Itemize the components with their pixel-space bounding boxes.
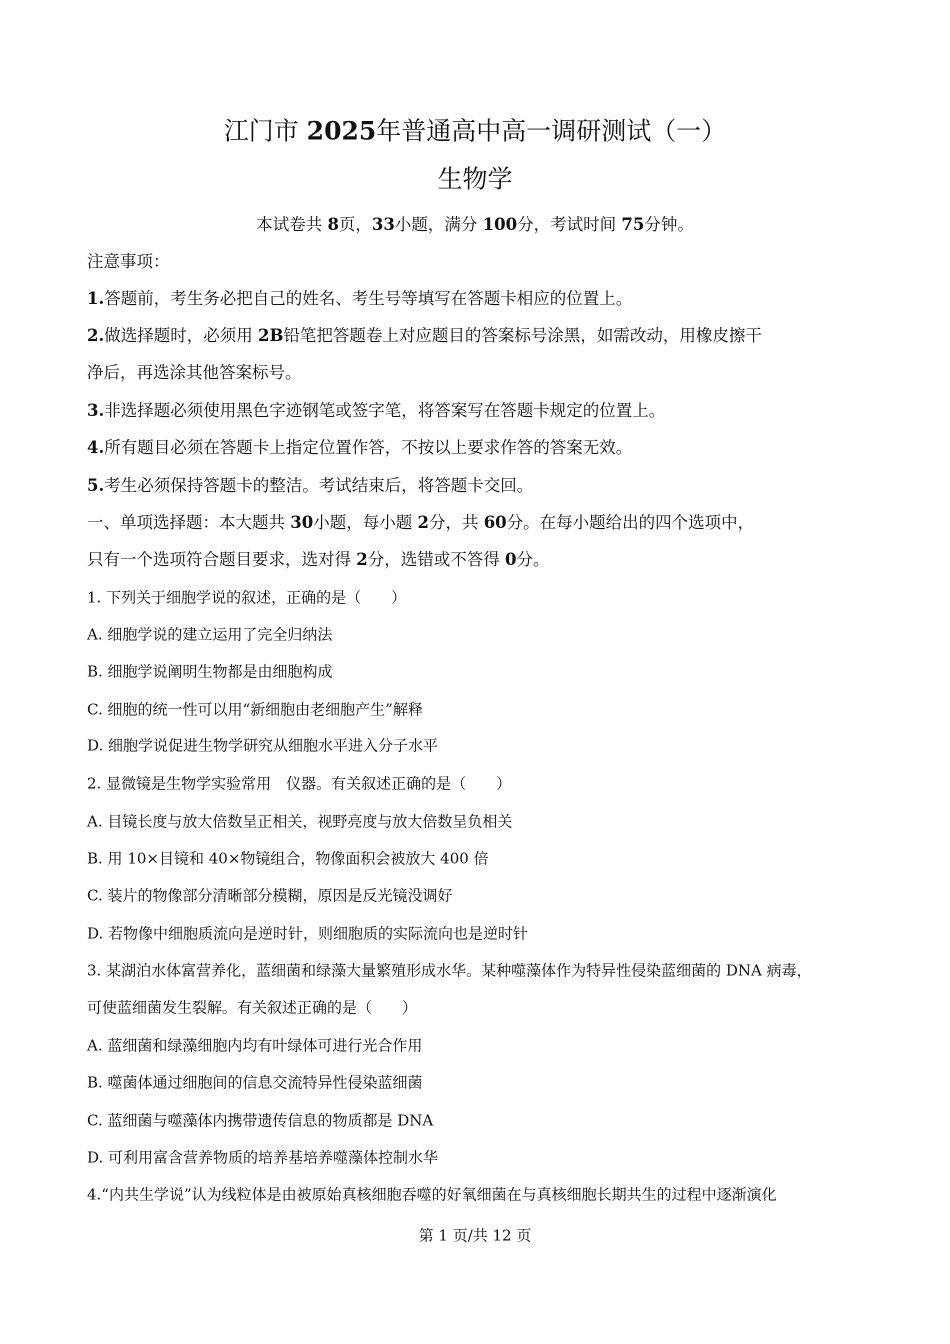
bold-text: 2: [417, 512, 429, 532]
text-segment: D. 细胞学说促进生物学研究从细胞水平进入分子水平: [87, 736, 439, 755]
answer-option: [87, 700, 423, 719]
text-segment: 分钟。: [644, 214, 694, 234]
text-segment: 生物学: [437, 164, 513, 194]
text-segment: 第 1 页/共 12 页: [418, 1226, 532, 1245]
question-text: [87, 961, 812, 980]
bold-text: 30: [290, 512, 314, 532]
text-segment: 铅笔把答题卷上对应题目的答案标号涂黑，如需改动，用橡皮擦干: [283, 325, 762, 345]
notice-line: [87, 475, 534, 495]
text-segment: 分，共: [428, 512, 484, 532]
text-segment: 答题前，考生务必把自己的姓名、考生号等填写在答题卡相应的位置上。: [104, 288, 633, 308]
text-segment: 只有一个选项符合题目要求，选对得: [87, 549, 357, 569]
bold-text: 5.: [87, 475, 105, 495]
text-segment: B. 用 10×目镜和 40×物镜组合，物像面积会被放大 400 倍: [87, 849, 489, 868]
text-segment: 页，: [338, 214, 372, 234]
text-segment: C. 装片的物像部分清晰部分模糊，原因是反光镜没调好: [87, 886, 453, 905]
text-segment: A. 蓝细菌和绿藻细胞内均有叶绿体可进行光合作用: [87, 1036, 423, 1055]
answer-option: [87, 625, 333, 644]
text-segment: 净后，再选涂其他答案标号。: [87, 362, 302, 382]
text-segment: 1. 下列关于细胞学说的叙述，正确的是（ ）: [87, 588, 407, 607]
text-segment: 一、单项选择题：本大题共: [87, 512, 291, 532]
notice-line: [87, 251, 170, 271]
answer-option: [87, 812, 513, 831]
bold-text: 2.: [87, 325, 105, 345]
text-segment: 可使蓝细菌发生裂解。有关叙述正确的是（ ）: [87, 998, 418, 1017]
notice-line: [87, 549, 550, 569]
text-segment: 注意事项：: [87, 251, 170, 271]
text-segment: 年普通高中高一调研测试（一）: [376, 116, 727, 146]
text-segment: C. 细胞的统一性可以用“新细胞由老细胞产生”解释: [87, 700, 423, 719]
notice-line: [87, 362, 302, 382]
notice-line: [87, 400, 666, 420]
text-segment: 考生必须保持答题卡的整洁。考试结束后，将答题卡交回。: [104, 475, 534, 495]
text-segment: 本试卷共: [256, 214, 328, 234]
answer-option: [87, 1111, 434, 1130]
notice-line: [87, 437, 633, 457]
exam-title: [0, 116, 950, 146]
page-footer: [0, 1226, 950, 1245]
answer-option: [87, 1036, 423, 1055]
bold-text: 2: [356, 549, 368, 569]
question-text: [87, 588, 407, 607]
text-segment: 4.“内共生学说”认为线粒体是由被原始真核细胞吞噬的好氧细菌在与真核细胞长期共生的过程中逐渐演化: [87, 1185, 777, 1204]
text-segment: 小题，满分: [394, 214, 483, 234]
text-segment: 分。在每小题给出的四个选项中，: [506, 512, 755, 532]
text-segment: 小题，每小题: [313, 512, 418, 532]
text-segment: 所有题目必须在答题卡上指定位置作答，不按以上要求作答的答案无效。: [104, 437, 633, 457]
bold-text: 100: [482, 214, 518, 234]
text-segment: A. 目镜长度与放大倍数呈正相关，视野亮度与放大倍数呈负相关: [87, 812, 513, 831]
question-text: [87, 1185, 777, 1204]
answer-option: [87, 886, 453, 905]
exam-info: [0, 214, 950, 234]
text-segment: B. 噬菌体通过细胞间的信息交流特异性侵染蓝细菌: [87, 1073, 423, 1092]
text-segment: 3. 某湖泊水体富营养化，蓝细菌和绿藻大量繁殖形成水华。某种噬藻体作为特异性侵染蓝细菌的 DNA 病毒，: [87, 961, 812, 980]
notice-line: [87, 512, 755, 532]
question-text: [87, 998, 418, 1017]
text-segment: 非选择题必须使用黑色字迹钢笔或签字笔，将答案写在答题卡规定的位置上。: [104, 400, 666, 420]
text-segment: 分，考试时间: [517, 214, 622, 234]
answer-option: [87, 849, 489, 868]
notice-line: [87, 325, 762, 345]
bold-text: 75: [621, 214, 645, 234]
text-segment: D. 若物像中细胞质流向是逆时针，则细胞质的实际流向也是逆时针: [87, 924, 529, 943]
bold-text: 1.: [87, 288, 105, 308]
bold-text: 4.: [87, 437, 105, 457]
text-segment: B. 细胞学说阐明生物都是由细胞构成: [87, 662, 333, 681]
text-segment: 2. 显微镜是生物学实验常用 仪器。有关叙述正确的是（ ）: [87, 774, 512, 793]
bold-text: 8: [327, 214, 339, 234]
text-segment: 江门市: [223, 116, 307, 146]
text-segment: D. 可利用富含营养物质的培养基培养噬藻体控制水华: [87, 1148, 439, 1167]
text-segment: A. 细胞学说的建立运用了完全归纳法: [87, 625, 333, 644]
text-segment: 分。: [516, 549, 550, 569]
bold-text: 0: [504, 549, 517, 569]
answer-option: [87, 736, 439, 755]
text-segment: C. 蓝细菌与噬藻体内携带遗传信息的物质都是 DNA: [87, 1111, 434, 1130]
bold-text: 33: [371, 214, 395, 234]
answer-option: [87, 924, 529, 943]
text-segment: 做选择题时，必须用: [104, 325, 258, 345]
answer-option: [87, 1148, 439, 1167]
answer-option: [87, 662, 333, 681]
question-text: [87, 774, 512, 793]
bold-text: 2025: [306, 116, 377, 146]
subject-title: [0, 164, 950, 194]
answer-option: [87, 1073, 423, 1092]
bold-text: 3.: [87, 400, 105, 420]
bold-text: 2B: [257, 325, 284, 345]
notice-line: [87, 288, 633, 308]
bold-text: 60: [483, 512, 507, 532]
text-segment: 分，选错或不答得: [367, 549, 505, 569]
